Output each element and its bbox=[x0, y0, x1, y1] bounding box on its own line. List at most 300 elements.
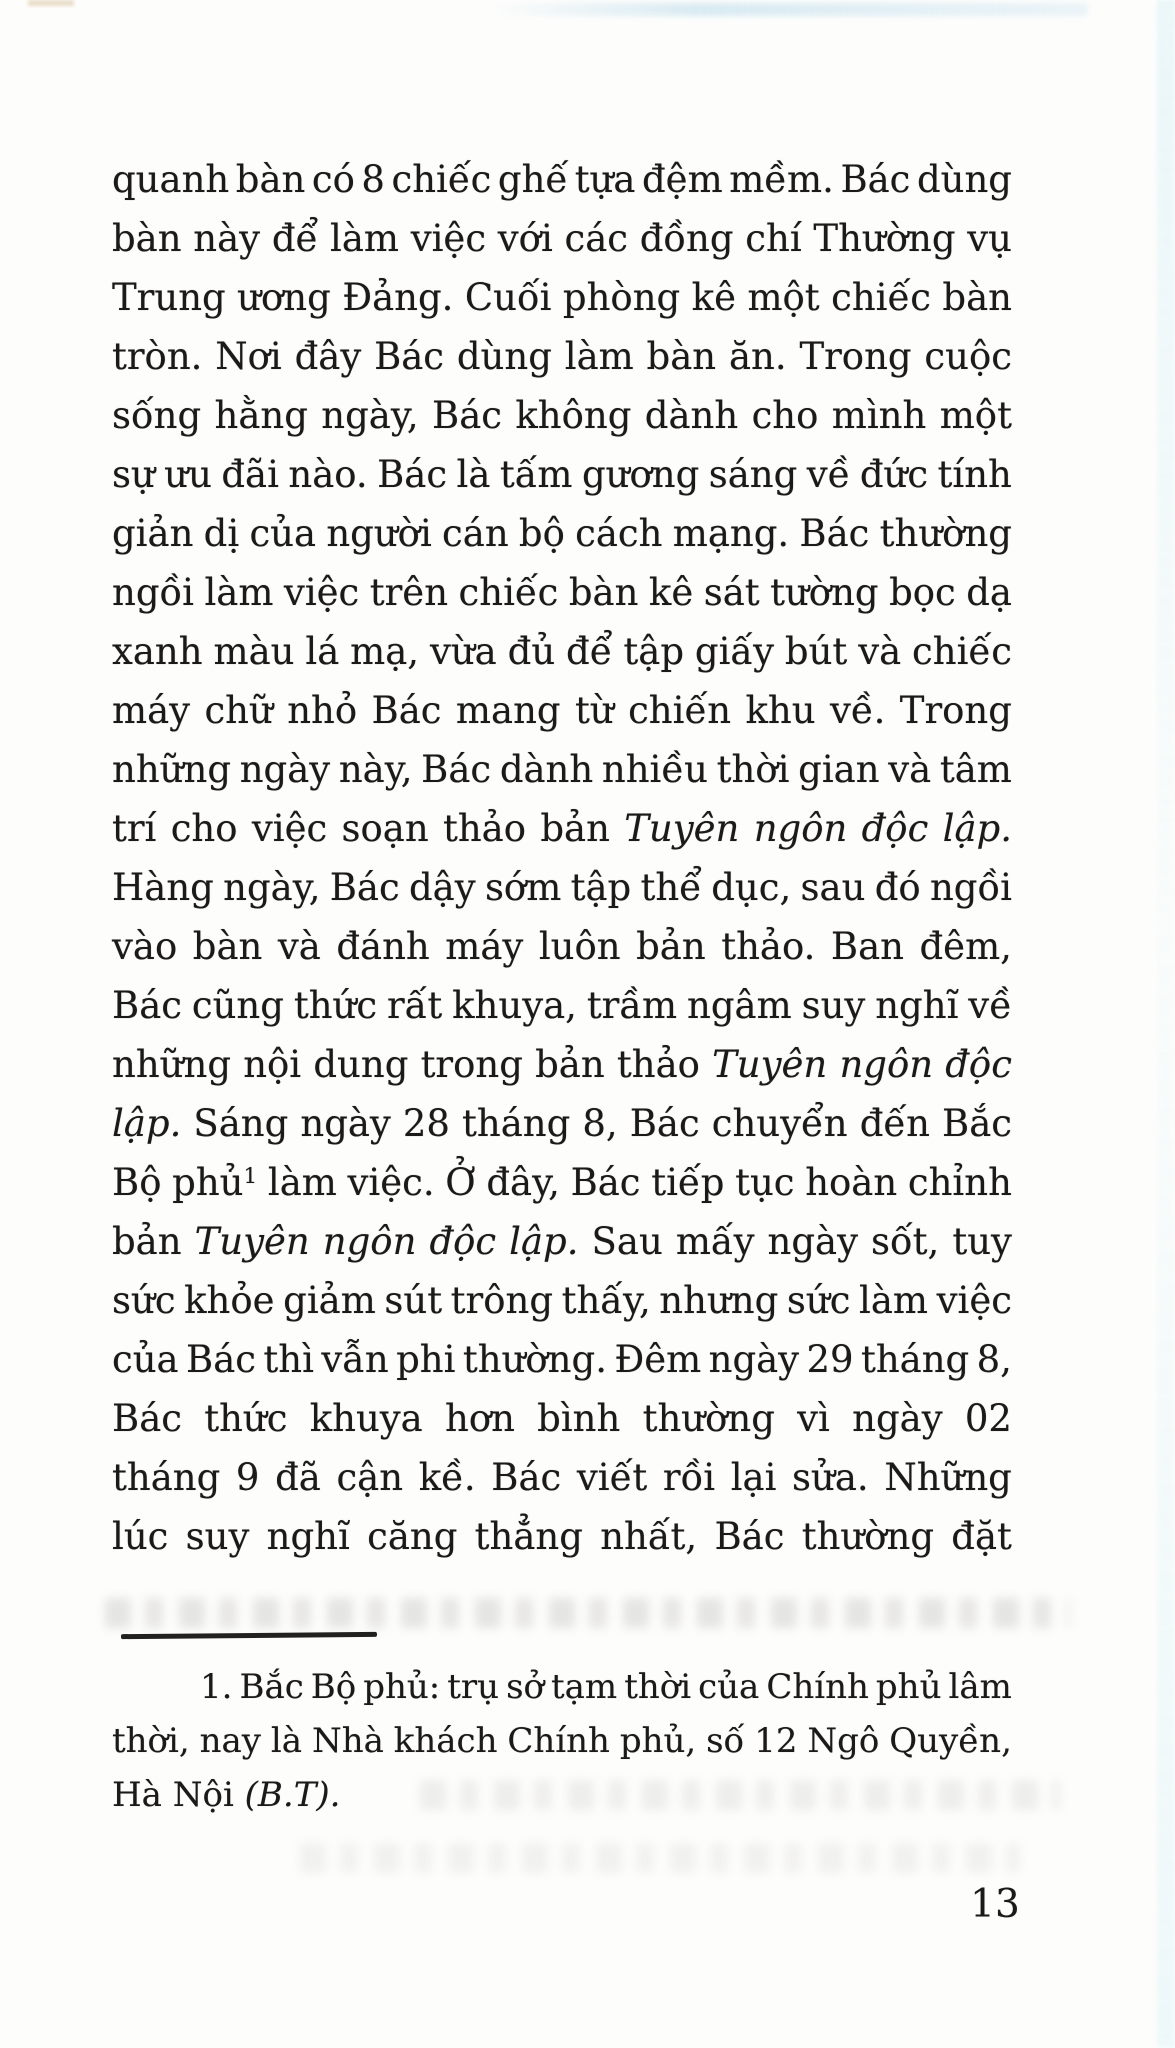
word: 28 bbox=[402, 1102, 450, 1145]
word: thẳng bbox=[474, 1515, 583, 1558]
word: khuya, bbox=[452, 984, 577, 1027]
word: 02 bbox=[964, 1397, 1012, 1440]
text-line bbox=[112, 268, 1012, 327]
word: Bác bbox=[377, 453, 448, 496]
word: nhất, bbox=[600, 1515, 698, 1558]
word: sức bbox=[786, 1279, 851, 1322]
word: số bbox=[706, 1721, 745, 1761]
text-line bbox=[112, 327, 1012, 386]
text-line bbox=[112, 858, 1012, 917]
word: ngôn bbox=[753, 807, 848, 850]
word: dục, bbox=[711, 866, 792, 909]
word: sút bbox=[384, 1279, 443, 1322]
word: của bbox=[698, 1667, 760, 1707]
word: hoàn bbox=[805, 1161, 898, 1204]
word: ngày bbox=[239, 748, 331, 791]
word: cũng bbox=[191, 984, 284, 1027]
text-line bbox=[112, 209, 1012, 268]
word: việc bbox=[410, 217, 487, 260]
word: Bác bbox=[570, 1161, 641, 1204]
word: 12 bbox=[754, 1721, 798, 1761]
word: máy bbox=[445, 925, 524, 968]
word: tập bbox=[623, 630, 685, 673]
word: tính bbox=[937, 453, 1012, 496]
word: khách bbox=[393, 1721, 498, 1761]
word: Bác bbox=[371, 689, 442, 732]
word: Đêm bbox=[614, 1338, 702, 1381]
word: không bbox=[515, 394, 632, 437]
word: về bbox=[968, 984, 1012, 1027]
word: đó bbox=[874, 866, 921, 909]
word: dùng bbox=[456, 335, 552, 378]
word: thức bbox=[293, 984, 378, 1027]
text-line bbox=[112, 622, 1012, 681]
word: của bbox=[112, 1338, 179, 1381]
word: Bác bbox=[629, 1102, 700, 1145]
word: thường. bbox=[462, 1338, 607, 1381]
word: từ bbox=[574, 689, 614, 732]
word: thời bbox=[716, 748, 790, 791]
word: tâm bbox=[939, 748, 1012, 791]
word: sức bbox=[112, 1279, 176, 1322]
word: bàn bbox=[942, 276, 1012, 319]
word: dùng bbox=[916, 158, 1012, 201]
word: hơn bbox=[444, 1397, 515, 1440]
word: mang bbox=[455, 689, 561, 732]
word: dạ bbox=[966, 571, 1012, 614]
word: chiếc bbox=[391, 158, 492, 201]
word: tấm bbox=[499, 453, 573, 496]
word: và bbox=[277, 925, 321, 968]
word: thường bbox=[801, 1515, 935, 1558]
word: Tuyên bbox=[712, 1043, 828, 1086]
word: Bác bbox=[112, 1397, 182, 1440]
word: việc bbox=[936, 1279, 1012, 1322]
word: đệm bbox=[642, 158, 723, 201]
word: bản bbox=[636, 925, 706, 968]
text-line bbox=[112, 1768, 1012, 1822]
word: thường bbox=[642, 1397, 775, 1440]
word: ngày bbox=[300, 1102, 391, 1145]
word: thấy, bbox=[561, 1279, 651, 1322]
word: ngày bbox=[767, 1220, 858, 1263]
word: cuộc bbox=[924, 335, 1012, 378]
word: thảo bbox=[442, 807, 527, 850]
word: ghế bbox=[497, 158, 569, 201]
word: căng bbox=[367, 1515, 458, 1558]
word: về bbox=[806, 453, 851, 496]
word: một bbox=[747, 276, 820, 319]
word: Nơi bbox=[215, 335, 282, 378]
word: suy bbox=[801, 984, 866, 1027]
word: nghĩ bbox=[875, 984, 959, 1027]
word: 8, bbox=[582, 1102, 618, 1145]
word: Sáng bbox=[193, 1102, 289, 1145]
word: về. bbox=[829, 689, 886, 732]
word: dậy bbox=[409, 866, 476, 909]
word: chuyển bbox=[711, 1102, 848, 1145]
word: khỏe bbox=[184, 1279, 275, 1322]
word: Bác bbox=[112, 984, 182, 1027]
word: làm bbox=[204, 571, 274, 614]
text-line bbox=[112, 445, 1012, 504]
word: chữ bbox=[204, 689, 273, 732]
word: là bbox=[270, 1721, 303, 1761]
text-line bbox=[112, 1660, 1012, 1714]
word: làm bbox=[329, 217, 399, 260]
word: Bác bbox=[329, 866, 400, 909]
word: tựa bbox=[574, 158, 636, 201]
word: cận bbox=[336, 1456, 404, 1499]
word: những bbox=[112, 1043, 232, 1086]
word: dành bbox=[499, 748, 594, 791]
word: lúc bbox=[112, 1515, 169, 1558]
text-line bbox=[112, 917, 1012, 976]
word: vụ bbox=[967, 217, 1012, 260]
word: suy bbox=[185, 1515, 250, 1558]
word: đánh bbox=[336, 925, 430, 968]
text-line bbox=[112, 1153, 1012, 1212]
word: Quyền, bbox=[889, 1721, 1012, 1761]
word: Bác bbox=[374, 335, 445, 378]
word: Bắc bbox=[239, 1667, 304, 1707]
word: Bộ bbox=[112, 1161, 162, 1204]
text-line bbox=[112, 1507, 1012, 1566]
word: đây bbox=[294, 335, 362, 378]
word: sốt, bbox=[871, 1220, 940, 1263]
word: này bbox=[193, 217, 261, 260]
word: trầm bbox=[586, 984, 678, 1027]
word: vào bbox=[112, 925, 178, 968]
word: cách bbox=[575, 512, 663, 555]
word: Tuyên bbox=[624, 807, 740, 850]
word: có bbox=[311, 158, 355, 201]
word: Bắc bbox=[942, 1102, 1012, 1145]
word: Cuối bbox=[464, 276, 552, 319]
word: tròn. bbox=[112, 335, 203, 378]
word: kê bbox=[691, 276, 736, 319]
word: Bộ bbox=[310, 1667, 357, 1707]
word: và bbox=[888, 748, 932, 791]
word: viết bbox=[576, 1456, 648, 1499]
word: đây, bbox=[486, 1161, 560, 1204]
word: Chính bbox=[766, 1667, 869, 1707]
word: bàn bbox=[568, 571, 639, 614]
word: rồi bbox=[662, 1456, 716, 1499]
word: Hàng bbox=[112, 866, 214, 909]
word: Bác bbox=[714, 1515, 785, 1558]
word: trí bbox=[112, 807, 157, 850]
word: mềm. bbox=[729, 158, 834, 201]
word: bàn bbox=[192, 925, 263, 968]
word: trong bbox=[420, 1043, 523, 1086]
word: đãi bbox=[221, 453, 279, 496]
word: này, bbox=[338, 748, 413, 791]
word: dị bbox=[203, 512, 240, 555]
word: bàn bbox=[112, 217, 182, 260]
word: phủ bbox=[875, 1667, 942, 1707]
word: chiếc bbox=[458, 571, 559, 614]
word: Nội bbox=[172, 1775, 234, 1815]
text-line bbox=[112, 976, 1012, 1035]
footnote bbox=[112, 1660, 1012, 1822]
word: chiếc bbox=[831, 276, 931, 319]
word: Nhà bbox=[311, 1721, 384, 1761]
word: Tuyên bbox=[194, 1220, 310, 1263]
word: phủ$^1$ bbox=[172, 1161, 258, 1204]
word: sáng bbox=[708, 453, 798, 496]
word: phòng bbox=[562, 276, 681, 319]
word: chiến bbox=[628, 689, 732, 732]
word: mấy bbox=[675, 1220, 755, 1263]
scan-streak-right bbox=[1157, 0, 1175, 2048]
word: tường bbox=[770, 571, 879, 614]
word: 8 bbox=[361, 158, 385, 201]
word: việc. bbox=[347, 1161, 435, 1204]
word: sát bbox=[703, 571, 760, 614]
text-line bbox=[112, 1389, 1012, 1448]
word: thì bbox=[263, 1338, 314, 1381]
text-line bbox=[112, 681, 1012, 740]
word: ngồi bbox=[112, 571, 194, 614]
word: Ngô bbox=[807, 1721, 880, 1761]
word: làm bbox=[564, 335, 634, 378]
word: tiếp bbox=[651, 1161, 725, 1204]
word: để bbox=[566, 630, 613, 673]
word: phi bbox=[396, 1338, 456, 1381]
word: thời bbox=[624, 1667, 692, 1707]
word: để bbox=[271, 217, 319, 260]
word: nhưng bbox=[659, 1279, 779, 1322]
word: giản bbox=[112, 512, 194, 555]
word: ngôn bbox=[322, 1220, 417, 1263]
word: sống bbox=[112, 394, 202, 437]
word: gương bbox=[581, 453, 700, 496]
word: độc bbox=[429, 1220, 497, 1263]
scan-speck bbox=[28, 0, 74, 6]
word: đồng bbox=[639, 217, 734, 260]
text-line bbox=[112, 1714, 1012, 1768]
word: (B.T). bbox=[244, 1775, 341, 1815]
text-line bbox=[112, 1330, 1012, 1389]
word: nay bbox=[199, 1721, 261, 1761]
word: mình bbox=[831, 394, 927, 437]
word: ngày, bbox=[223, 866, 321, 909]
word: 8, bbox=[976, 1338, 1012, 1381]
word: tuy bbox=[952, 1220, 1012, 1263]
word: mạ, bbox=[350, 630, 420, 673]
word: việc bbox=[251, 807, 328, 850]
word: và bbox=[858, 630, 902, 673]
text-line bbox=[112, 563, 1012, 622]
word: trụ bbox=[447, 1667, 500, 1707]
word: Hà bbox=[112, 1775, 162, 1815]
word: cán bbox=[442, 512, 509, 555]
word: tháng bbox=[860, 1338, 970, 1381]
word: 9 bbox=[235, 1456, 260, 1499]
word: một bbox=[939, 394, 1012, 437]
word: Thường bbox=[813, 217, 956, 260]
word: màu bbox=[213, 630, 295, 673]
word: nghĩ bbox=[266, 1515, 350, 1558]
word: khuya bbox=[309, 1397, 423, 1440]
text-line bbox=[112, 799, 1012, 858]
word: Đảng. bbox=[342, 276, 454, 319]
word: hằng bbox=[214, 394, 308, 437]
word: bọc bbox=[889, 571, 956, 614]
word: Bác bbox=[840, 158, 911, 201]
word: ngôn bbox=[839, 1043, 934, 1086]
word: bình bbox=[537, 1397, 621, 1440]
word: soạn bbox=[341, 807, 429, 850]
word: đã bbox=[275, 1456, 321, 1499]
word: ngâm bbox=[687, 984, 792, 1027]
word: quanh bbox=[112, 158, 230, 201]
word: sửa. bbox=[792, 1456, 869, 1499]
word: Trong bbox=[899, 689, 1012, 732]
word: xanh bbox=[112, 630, 203, 673]
word: lập. bbox=[112, 1102, 182, 1145]
word: dành bbox=[644, 394, 739, 437]
word: chỉnh bbox=[907, 1161, 1012, 1204]
word: tháng bbox=[112, 1456, 221, 1499]
word: phủ, bbox=[619, 1721, 697, 1761]
word: Bác bbox=[491, 1456, 562, 1499]
word: bàn bbox=[646, 335, 717, 378]
word: Chính bbox=[507, 1721, 610, 1761]
bleedthrough-text bbox=[105, 1598, 1070, 1628]
text-line bbox=[112, 1094, 1012, 1153]
word: thảo bbox=[616, 1043, 700, 1086]
word: ngồi bbox=[929, 866, 1012, 909]
word: Bác bbox=[186, 1338, 256, 1381]
word: của bbox=[249, 512, 317, 555]
word: lâm bbox=[948, 1667, 1012, 1707]
word: là bbox=[456, 453, 491, 496]
word: bản bbox=[112, 1220, 182, 1263]
word: sở bbox=[506, 1667, 544, 1707]
word: lá bbox=[305, 630, 340, 673]
word: độc bbox=[945, 1043, 1012, 1086]
text-line bbox=[112, 150, 1012, 209]
text-line bbox=[112, 386, 1012, 445]
word: ngày bbox=[708, 1338, 800, 1381]
word: Sau bbox=[591, 1220, 663, 1263]
word: 1. bbox=[200, 1667, 233, 1707]
word: chiếc bbox=[912, 630, 1012, 673]
word: vẫn bbox=[321, 1338, 389, 1381]
word: bộ bbox=[518, 512, 565, 555]
word: đức bbox=[859, 453, 929, 496]
word: ương bbox=[237, 276, 331, 319]
word: lập. bbox=[942, 807, 1012, 850]
word: sự bbox=[112, 453, 155, 496]
word: Trong bbox=[799, 335, 912, 378]
text-line bbox=[112, 1271, 1012, 1330]
word: đến bbox=[859, 1102, 930, 1145]
word: sớm bbox=[484, 866, 562, 909]
word: kề. bbox=[418, 1456, 476, 1499]
word: ăn. bbox=[728, 335, 787, 378]
word: dung bbox=[313, 1043, 409, 1086]
word: tục bbox=[735, 1161, 795, 1204]
word: làm bbox=[267, 1161, 337, 1204]
word: cho bbox=[751, 394, 819, 437]
word: lại bbox=[730, 1456, 777, 1499]
word: giảm bbox=[283, 1279, 376, 1322]
word: Bác bbox=[432, 394, 502, 437]
word: Bác bbox=[421, 748, 492, 791]
word: ngày bbox=[852, 1397, 943, 1440]
word: cho bbox=[170, 807, 238, 850]
word: mạng. bbox=[672, 512, 790, 555]
word: ngày, bbox=[321, 394, 419, 437]
page-number: 13 bbox=[970, 1882, 1020, 1927]
word: đêm, bbox=[919, 925, 1012, 968]
word: thảo. bbox=[721, 925, 816, 968]
word: 29 bbox=[806, 1338, 854, 1381]
word: tháng bbox=[462, 1102, 571, 1145]
word: máy bbox=[112, 689, 191, 732]
word: vì bbox=[797, 1397, 830, 1440]
word: lập. bbox=[509, 1220, 579, 1263]
word: đặt bbox=[951, 1515, 1012, 1558]
word: Bác bbox=[799, 512, 870, 555]
word: nhiều bbox=[601, 748, 708, 791]
word: nhỏ bbox=[287, 689, 358, 732]
word: thường bbox=[879, 512, 1012, 555]
word: các bbox=[564, 217, 629, 260]
word: vừa bbox=[429, 630, 497, 673]
word: giấy bbox=[694, 630, 775, 673]
word: độc bbox=[861, 807, 929, 850]
word: Ban bbox=[830, 925, 904, 968]
word: bút bbox=[784, 630, 848, 673]
word: luôn bbox=[538, 925, 621, 968]
word: người bbox=[326, 512, 432, 555]
word: Những bbox=[884, 1456, 1012, 1499]
body-text bbox=[112, 150, 1012, 1566]
word: đủ bbox=[507, 630, 556, 673]
word: việc bbox=[283, 571, 360, 614]
word: chí bbox=[745, 217, 802, 260]
word: tập bbox=[570, 866, 632, 909]
word: thức bbox=[204, 1397, 288, 1440]
word: Ở bbox=[445, 1161, 476, 1204]
word: nào. bbox=[288, 453, 368, 496]
word: ưu bbox=[164, 453, 212, 496]
word: rất bbox=[386, 984, 443, 1027]
word: thời, bbox=[112, 1721, 190, 1761]
word: thể bbox=[640, 866, 702, 909]
word: tạm bbox=[551, 1667, 618, 1707]
word: bản bbox=[535, 1043, 605, 1086]
word: sau bbox=[800, 866, 866, 909]
text-line bbox=[112, 1212, 1012, 1271]
footnote-divider bbox=[121, 1632, 377, 1639]
word: bản bbox=[540, 807, 610, 850]
text-line bbox=[112, 740, 1012, 799]
word: với bbox=[497, 217, 553, 260]
word: bàn bbox=[235, 158, 306, 201]
word: khu bbox=[745, 689, 816, 732]
bleedthrough-text bbox=[300, 1843, 1020, 1873]
word: những bbox=[112, 748, 232, 791]
word: trên bbox=[369, 571, 449, 614]
text-line bbox=[112, 504, 1012, 563]
word: nội bbox=[243, 1043, 302, 1086]
word: làm bbox=[859, 1279, 928, 1322]
